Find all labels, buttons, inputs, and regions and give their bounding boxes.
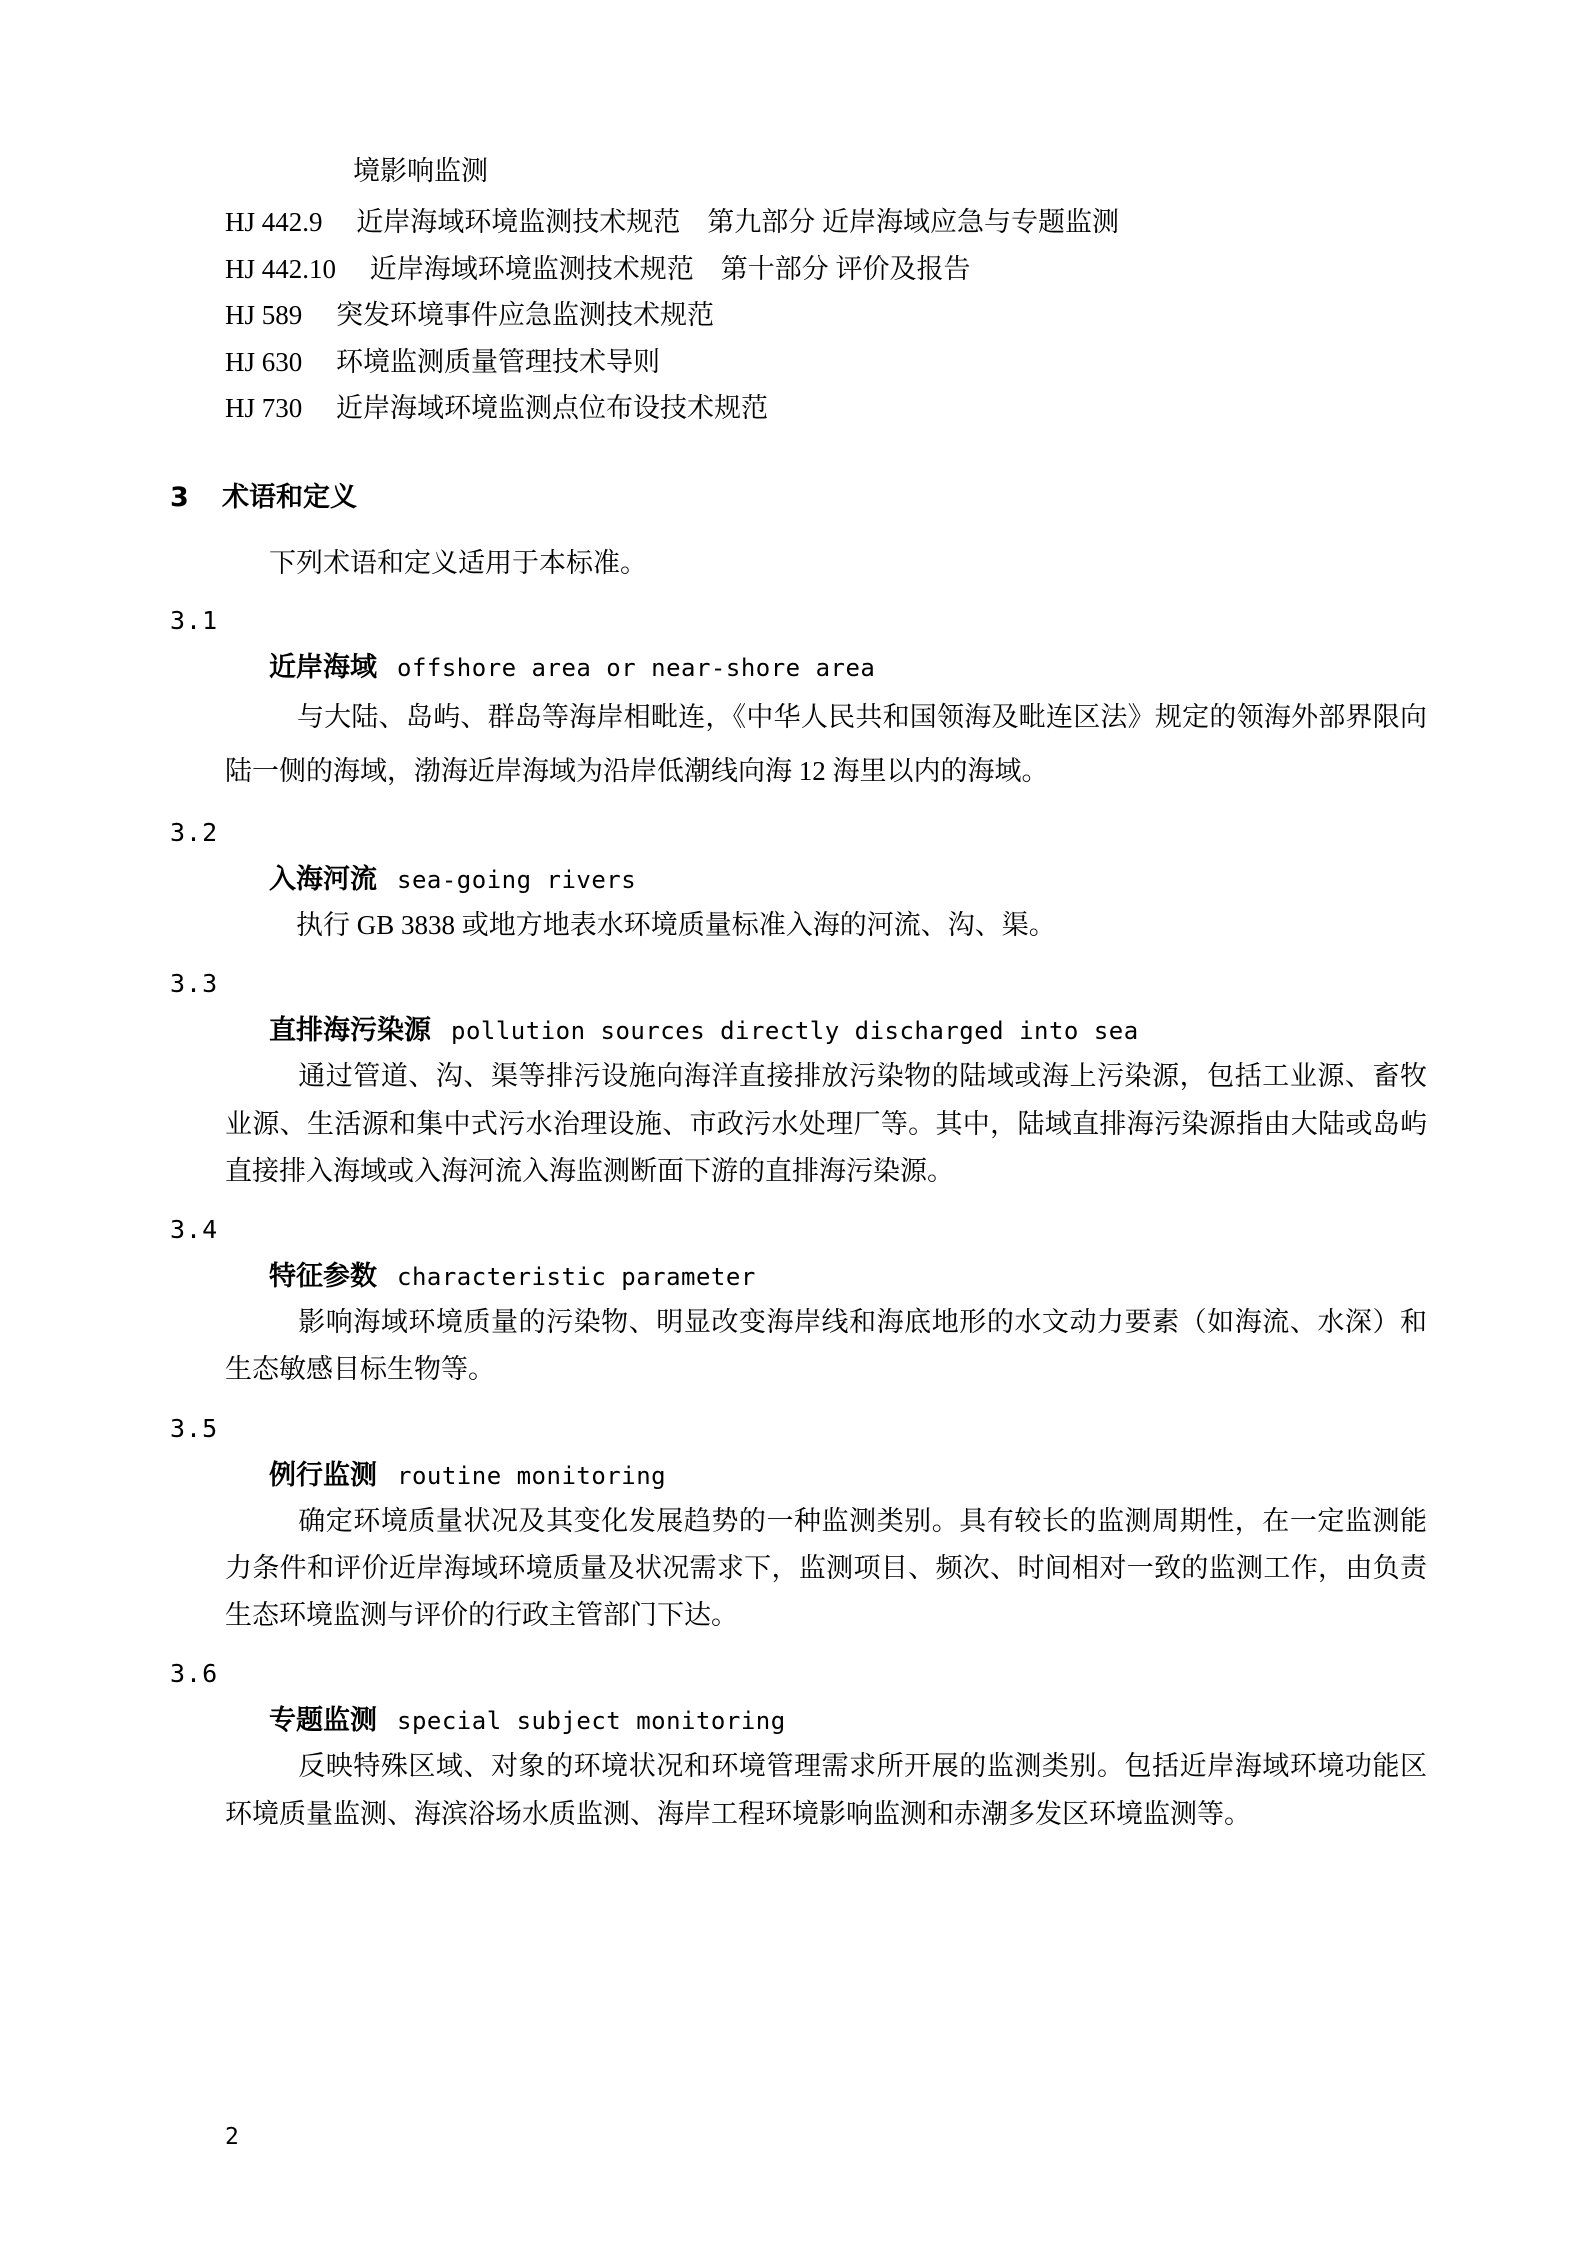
section-number: 3 — [170, 482, 189, 514]
term-en: pollution sources directly discharged into sea — [451, 1017, 1139, 1046]
standard-code: HJ 442.10 — [225, 253, 337, 284]
term-definition-text: 影响海域环境质量的污染物、明显改变海岸线和海底地形的水文动力要素（如海流、水深）和生态敏感目标生物等。 — [225, 1307, 1428, 1385]
page-number: 2 — [225, 2124, 239, 2150]
term-cn: 入海河流 — [269, 864, 377, 896]
list-item — [225, 292, 1427, 338]
term-entry — [225, 1698, 1427, 1737]
term-definition-text: 执行 GB 3838 或地方地表水环境质量标准入海的河流、沟、渠。 — [296, 910, 1056, 941]
standard-code: HJ 589 — [225, 300, 303, 331]
term-en: sea-going rivers — [397, 866, 637, 895]
term-entry — [225, 1254, 1427, 1293]
clause-number: 3.5 — [170, 1413, 219, 1443]
section-title: 术语和定义 — [222, 482, 357, 514]
term-definition — [225, 1498, 1427, 1640]
term-en: offshore area or near-shore area — [397, 654, 876, 683]
term-definition-text: 确定环境质量状况及其变化发展趋势的一种监测类别。具有较长的监测周期性，在一定监测能力条件和评价近岸海域环境质量及状况需求下，监测项目、频次、时间相对一致的监测工作，由负责生态环境监测与评价的行政主管部门下达。 — [225, 1505, 1428, 1631]
standard-code: HJ 730 — [225, 392, 303, 423]
term-definition — [225, 690, 1427, 798]
term-definition — [225, 1053, 1427, 1195]
term-en: routine monitoring — [397, 1461, 667, 1490]
list-item — [225, 385, 1427, 431]
term-entry — [225, 645, 1427, 684]
clause-number: 3.6 — [170, 1659, 219, 1689]
term-definition-text: 反映特殊区域、对象的环境状况和环境管理需求所开展的监测类别。包括近岸海域环境功能区环境质量监测、海滨浴场水质监测、海岸工程环境影响监测和赤潮多发区环境监测等。 — [225, 1751, 1428, 1829]
continued-text: 境影响监测 — [353, 156, 488, 186]
standard-title: 近岸海域环境监测技术规范 第十部分 评价及报告 — [369, 253, 971, 284]
list-item — [225, 339, 1427, 385]
term-definition-text: 通过管道、沟、渠等排污设施向海洋直接排放污染物的陆域或海上污染源，包括工业源、畜牧业源、生活源和集中式污水治理设施、市政污水处理厂等。其中，陆域直排海污染源指由大陆或岛屿直接排入海域或入海河流入海监测断面下游的直排海污染源。 — [225, 1061, 1428, 1186]
term-definition — [225, 1299, 1427, 1394]
standard-title: 近岸海域环境监测点位布设技术规范 — [336, 392, 769, 423]
standard-title: 突发环境事件应急监测技术规范 — [336, 300, 715, 331]
clause-number: 3.3 — [170, 969, 219, 999]
standard-title: 近岸海域环境监测技术规范 第九部分 近岸海域应急与专题监测 — [356, 207, 1120, 238]
list-item — [225, 246, 1427, 292]
term-cn: 专题监测 — [269, 1705, 377, 1737]
standard-code: HJ 630 — [225, 346, 303, 377]
term-en: special subject monitoring — [397, 1707, 786, 1736]
standard-title: 环境监测质量管理技术导则 — [336, 346, 661, 377]
clause-number: 3.4 — [170, 1215, 219, 1245]
clause-number: 3.2 — [170, 818, 219, 848]
term-cn: 特征参数 — [269, 1261, 377, 1293]
section-intro: 下列术语和定义适用于本标准。 — [269, 548, 647, 579]
term-definition-text: 与大陆、岛屿、群岛等海岸相毗连，《中华人民共和国领海及毗连区法》规定的领海外部界限向陆一侧的海域，渤海近岸海域为沿岸低潮线向海 12 海里以内的海域。 — [225, 702, 1428, 787]
term-definition — [225, 1743, 1427, 1838]
term-entry — [225, 857, 1427, 896]
term-definition — [225, 902, 1427, 949]
term-cn: 例行监测 — [269, 1459, 377, 1491]
term-entry — [225, 1453, 1427, 1492]
term-cn: 近岸海域 — [269, 652, 377, 684]
standards-list — [225, 199, 1427, 431]
term-entry — [225, 1008, 1427, 1047]
section-heading — [170, 475, 1427, 514]
term-en: characteristic parameter — [397, 1263, 756, 1292]
standard-code: HJ 442.9 — [225, 207, 323, 238]
term-cn: 直排海污染源 — [269, 1015, 431, 1047]
list-item — [225, 199, 1427, 245]
clause-number: 3.1 — [170, 606, 219, 636]
